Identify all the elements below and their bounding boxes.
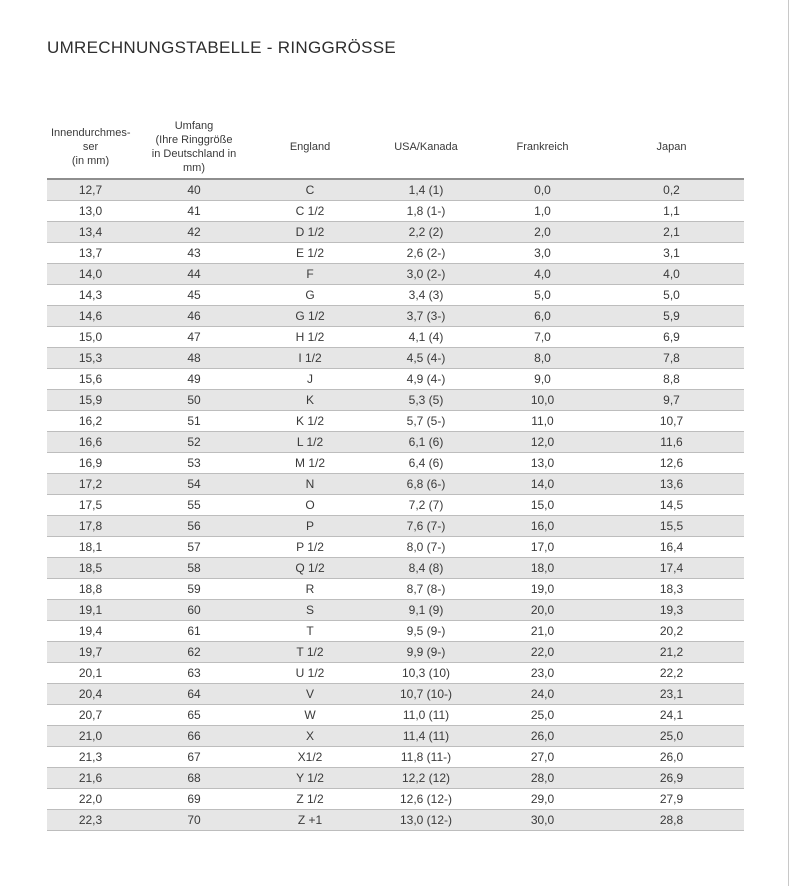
circumference-cell: 52 (134, 432, 254, 453)
japan-cell: 10,7 (599, 411, 744, 432)
circumference-cell: 67 (134, 747, 254, 768)
table-body (47, 179, 744, 831)
japan-cell: 1,1 (599, 201, 744, 222)
japan-cell: 23,1 (599, 684, 744, 705)
table-row (47, 558, 744, 579)
table-row (47, 411, 744, 432)
usa-canada-cell: 3,7 (3-) (366, 306, 486, 327)
circumference-cell: 41 (134, 201, 254, 222)
france-cell: 5,0 (486, 285, 599, 306)
circumference-cell: 46 (134, 306, 254, 327)
japan-cell: 15,5 (599, 516, 744, 537)
usa-canada-cell: 9,1 (9) (366, 600, 486, 621)
table-row (47, 516, 744, 537)
inner-diameter-cell: 14,3 (47, 285, 134, 306)
circumference-cell: 47 (134, 327, 254, 348)
table-row (47, 432, 744, 453)
inner-diameter-cell: 16,6 (47, 432, 134, 453)
table-row (47, 810, 744, 831)
france-cell: 10,0 (486, 390, 599, 411)
france-cell: 24,0 (486, 684, 599, 705)
inner-diameter-cell: 13,4 (47, 222, 134, 243)
france-cell: 26,0 (486, 726, 599, 747)
inner-diameter-cell: 19,1 (47, 600, 134, 621)
circumference-cell: 63 (134, 663, 254, 684)
usa-canada-cell: 9,9 (9-) (366, 642, 486, 663)
circumference-cell: 43 (134, 243, 254, 264)
table-row (47, 327, 744, 348)
england-cell: P (254, 516, 366, 537)
usa-canada-cell: 3,0 (2-) (366, 264, 486, 285)
circumference-cell: 59 (134, 579, 254, 600)
england-cell: C 1/2 (254, 201, 366, 222)
table-row (47, 537, 744, 558)
inner-diameter-cell: 15,9 (47, 390, 134, 411)
header-label-line: (Ihre Ringgröße (155, 133, 233, 146)
ring-size-conversion-table (47, 115, 744, 831)
header-label-line: England (289, 140, 331, 153)
inner-diameter-cell: 22,0 (47, 789, 134, 810)
france-cell: 15,0 (486, 495, 599, 516)
england-cell: U 1/2 (254, 663, 366, 684)
japan-cell: 0,2 (599, 179, 744, 201)
table-row (47, 222, 744, 243)
england-cell: R (254, 579, 366, 600)
circumference-cell: 42 (134, 222, 254, 243)
usa-canada-cell: 8,7 (8-) (366, 579, 486, 600)
japan-cell: 5,0 (599, 285, 744, 306)
england-cell: I 1/2 (254, 348, 366, 369)
england-cell: K 1/2 (254, 411, 366, 432)
inner-diameter-cell: 15,6 (47, 369, 134, 390)
table-row (47, 453, 744, 474)
france-cell: 0,0 (486, 179, 599, 201)
england-cell: K (254, 390, 366, 411)
circumference-cell: 40 (134, 179, 254, 201)
japan-cell: 11,6 (599, 432, 744, 453)
header-label-line: (in mm) (71, 154, 110, 167)
table-row (47, 705, 744, 726)
inner-diameter-cell: 20,1 (47, 663, 134, 684)
france-cell: 14,0 (486, 474, 599, 495)
usa-canada-cell: 10,3 (10) (366, 663, 486, 684)
page-title: UMRECHNUNGSTABELLE - RINGGRÖSSE (47, 38, 397, 57)
france-cell: 6,0 (486, 306, 599, 327)
england-cell: L 1/2 (254, 432, 366, 453)
france-cell: 28,0 (486, 768, 599, 789)
england-cell: C (254, 179, 366, 201)
inner-diameter-cell: 21,3 (47, 747, 134, 768)
table-row (47, 474, 744, 495)
table-row (47, 306, 744, 327)
inner-diameter-cell: 13,0 (47, 201, 134, 222)
japan-cell: 21,2 (599, 642, 744, 663)
france-cell: 21,0 (486, 621, 599, 642)
circumference-cell: 55 (134, 495, 254, 516)
inner-diameter-cell: 19,4 (47, 621, 134, 642)
header-label-line: mm) (183, 161, 205, 174)
inner-diameter-cell: 18,8 (47, 579, 134, 600)
usa-canada-cell: 4,9 (4-) (366, 369, 486, 390)
table-row (47, 495, 744, 516)
usa-canada-cell: 3,4 (3) (366, 285, 486, 306)
usa-canada-cell: 1,8 (1-) (366, 201, 486, 222)
france-cell: 30,0 (486, 810, 599, 831)
header-row (47, 115, 744, 179)
inner-diameter-cell: 12,7 (47, 179, 134, 201)
table-row (47, 768, 744, 789)
usa-canada-cell: 12,6 (12-) (366, 789, 486, 810)
japan-cell: 16,4 (599, 537, 744, 558)
france-cell: 20,0 (486, 600, 599, 621)
header-label-line: USA/Kanada (394, 140, 458, 153)
france-cell: 9,0 (486, 369, 599, 390)
inner-diameter-cell: 21,0 (47, 726, 134, 747)
table-row (47, 264, 744, 285)
japan-cell: 4,0 (599, 264, 744, 285)
japan-cell: 26,0 (599, 747, 744, 768)
circumference-cell: 53 (134, 453, 254, 474)
usa-canada-cell: 2,2 (2) (366, 222, 486, 243)
france-cell: 17,0 (486, 537, 599, 558)
england-cell: F (254, 264, 366, 285)
circumference-cell: 69 (134, 789, 254, 810)
inner-diameter-cell: 13,7 (47, 243, 134, 264)
england-cell: E 1/2 (254, 243, 366, 264)
header-inner-diameter (47, 115, 134, 179)
usa-canada-cell: 7,2 (7) (366, 495, 486, 516)
england-cell: Z +1 (254, 810, 366, 831)
table-row (47, 243, 744, 264)
header-label-line: Innendurchmes- (51, 126, 131, 139)
usa-canada-cell: 11,4 (11) (366, 726, 486, 747)
france-cell: 4,0 (486, 264, 599, 285)
france-cell: 13,0 (486, 453, 599, 474)
circumference-cell: 68 (134, 768, 254, 789)
france-cell: 12,0 (486, 432, 599, 453)
circumference-cell: 65 (134, 705, 254, 726)
circumference-cell: 60 (134, 600, 254, 621)
usa-canada-cell: 11,0 (11) (366, 705, 486, 726)
england-cell: M 1/2 (254, 453, 366, 474)
circumference-cell: 51 (134, 411, 254, 432)
usa-canada-cell: 13,0 (12-) (366, 810, 486, 831)
circumference-cell: 70 (134, 810, 254, 831)
circumference-cell: 57 (134, 537, 254, 558)
france-cell: 23,0 (486, 663, 599, 684)
usa-canada-cell: 8,0 (7-) (366, 537, 486, 558)
table-row (47, 642, 744, 663)
japan-cell: 14,5 (599, 495, 744, 516)
japan-cell: 3,1 (599, 243, 744, 264)
england-cell: O (254, 495, 366, 516)
page-edge-divider (788, 0, 789, 886)
japan-cell: 22,2 (599, 663, 744, 684)
header-label-line: Umfang (174, 119, 214, 132)
table-row (47, 663, 744, 684)
japan-cell: 25,0 (599, 726, 744, 747)
circumference-cell: 66 (134, 726, 254, 747)
circumference-cell: 44 (134, 264, 254, 285)
circumference-cell: 61 (134, 621, 254, 642)
france-cell: 1,0 (486, 201, 599, 222)
england-cell: Z 1/2 (254, 789, 366, 810)
england-cell: P 1/2 (254, 537, 366, 558)
usa-canada-cell: 11,8 (11-) (366, 747, 486, 768)
table-row (47, 179, 744, 201)
header-france (486, 115, 599, 179)
table-row (47, 747, 744, 768)
france-cell: 16,0 (486, 516, 599, 537)
england-cell: X (254, 726, 366, 747)
usa-canada-cell: 6,4 (6) (366, 453, 486, 474)
japan-cell: 9,7 (599, 390, 744, 411)
inner-diameter-cell: 15,0 (47, 327, 134, 348)
table-header (47, 115, 744, 179)
header-circumference (134, 115, 254, 179)
england-cell: S (254, 600, 366, 621)
table-row (47, 621, 744, 642)
inner-diameter-cell: 21,6 (47, 768, 134, 789)
france-cell: 11,0 (486, 411, 599, 432)
france-cell: 22,0 (486, 642, 599, 663)
england-cell: V (254, 684, 366, 705)
circumference-cell: 54 (134, 474, 254, 495)
japan-cell: 17,4 (599, 558, 744, 579)
japan-cell: 19,3 (599, 600, 744, 621)
france-cell: 27,0 (486, 747, 599, 768)
inner-diameter-cell: 20,7 (47, 705, 134, 726)
japan-cell: 27,9 (599, 789, 744, 810)
table-row (47, 390, 744, 411)
header-label-line: Frankreich (516, 140, 569, 153)
england-cell: H 1/2 (254, 327, 366, 348)
japan-cell: 8,8 (599, 369, 744, 390)
inner-diameter-cell: 15,3 (47, 348, 134, 369)
inner-diameter-cell: 19,7 (47, 642, 134, 663)
usa-canada-cell: 8,4 (8) (366, 558, 486, 579)
circumference-cell: 64 (134, 684, 254, 705)
table-row (47, 579, 744, 600)
circumference-cell: 48 (134, 348, 254, 369)
inner-diameter-cell: 18,1 (47, 537, 134, 558)
france-cell: 7,0 (486, 327, 599, 348)
usa-canada-cell: 6,8 (6-) (366, 474, 486, 495)
france-cell: 25,0 (486, 705, 599, 726)
table-row (47, 789, 744, 810)
usa-canada-cell: 4,5 (4-) (366, 348, 486, 369)
england-cell: D 1/2 (254, 222, 366, 243)
table-row (47, 348, 744, 369)
circumference-cell: 58 (134, 558, 254, 579)
france-cell: 29,0 (486, 789, 599, 810)
usa-canada-cell: 7,6 (7-) (366, 516, 486, 537)
usa-canada-cell: 5,7 (5-) (366, 411, 486, 432)
table-row (47, 684, 744, 705)
france-cell: 18,0 (486, 558, 599, 579)
table-row (47, 285, 744, 306)
japan-cell: 24,1 (599, 705, 744, 726)
japan-cell: 26,9 (599, 768, 744, 789)
inner-diameter-cell: 20,4 (47, 684, 134, 705)
header-label-line: Japan (656, 140, 687, 153)
japan-cell: 6,9 (599, 327, 744, 348)
england-cell: G 1/2 (254, 306, 366, 327)
usa-canada-cell: 1,4 (1) (366, 179, 486, 201)
japan-cell: 2,1 (599, 222, 744, 243)
japan-cell: 13,6 (599, 474, 744, 495)
japan-cell: 18,3 (599, 579, 744, 600)
inner-diameter-cell: 22,3 (47, 810, 134, 831)
inner-diameter-cell: 16,2 (47, 411, 134, 432)
england-cell: N (254, 474, 366, 495)
inner-diameter-cell: 14,6 (47, 306, 134, 327)
japan-cell: 7,8 (599, 348, 744, 369)
england-cell: Q 1/2 (254, 558, 366, 579)
header-england (254, 115, 366, 179)
usa-canada-cell: 2,6 (2-) (366, 243, 486, 264)
usa-canada-cell: 12,2 (12) (366, 768, 486, 789)
japan-cell: 5,9 (599, 306, 744, 327)
usa-canada-cell: 6,1 (6) (366, 432, 486, 453)
inner-diameter-cell: 17,5 (47, 495, 134, 516)
circumference-cell: 49 (134, 369, 254, 390)
table-row (47, 201, 744, 222)
header-japan (599, 115, 744, 179)
japan-cell: 28,8 (599, 810, 744, 831)
inner-diameter-cell: 14,0 (47, 264, 134, 285)
japan-cell: 20,2 (599, 621, 744, 642)
inner-diameter-cell: 16,9 (47, 453, 134, 474)
england-cell: W (254, 705, 366, 726)
england-cell: J (254, 369, 366, 390)
inner-diameter-cell: 18,5 (47, 558, 134, 579)
inner-diameter-cell: 17,8 (47, 516, 134, 537)
header-usa-canada (366, 115, 486, 179)
japan-cell: 12,6 (599, 453, 744, 474)
france-cell: 2,0 (486, 222, 599, 243)
inner-diameter-cell: 17,2 (47, 474, 134, 495)
header-label-line: in Deutschland in (151, 147, 237, 160)
england-cell: X1/2 (254, 747, 366, 768)
header-label-line: ser (82, 140, 99, 153)
usa-canada-cell: 9,5 (9-) (366, 621, 486, 642)
table-row (47, 369, 744, 390)
france-cell: 19,0 (486, 579, 599, 600)
table-row (47, 600, 744, 621)
circumference-cell: 62 (134, 642, 254, 663)
table-row (47, 726, 744, 747)
england-cell: Y 1/2 (254, 768, 366, 789)
circumference-cell: 50 (134, 390, 254, 411)
france-cell: 3,0 (486, 243, 599, 264)
circumference-cell: 45 (134, 285, 254, 306)
usa-canada-cell: 10,7 (10-) (366, 684, 486, 705)
england-cell: G (254, 285, 366, 306)
circumference-cell: 56 (134, 516, 254, 537)
england-cell: T 1/2 (254, 642, 366, 663)
usa-canada-cell: 5,3 (5) (366, 390, 486, 411)
france-cell: 8,0 (486, 348, 599, 369)
usa-canada-cell: 4,1 (4) (366, 327, 486, 348)
england-cell: T (254, 621, 366, 642)
